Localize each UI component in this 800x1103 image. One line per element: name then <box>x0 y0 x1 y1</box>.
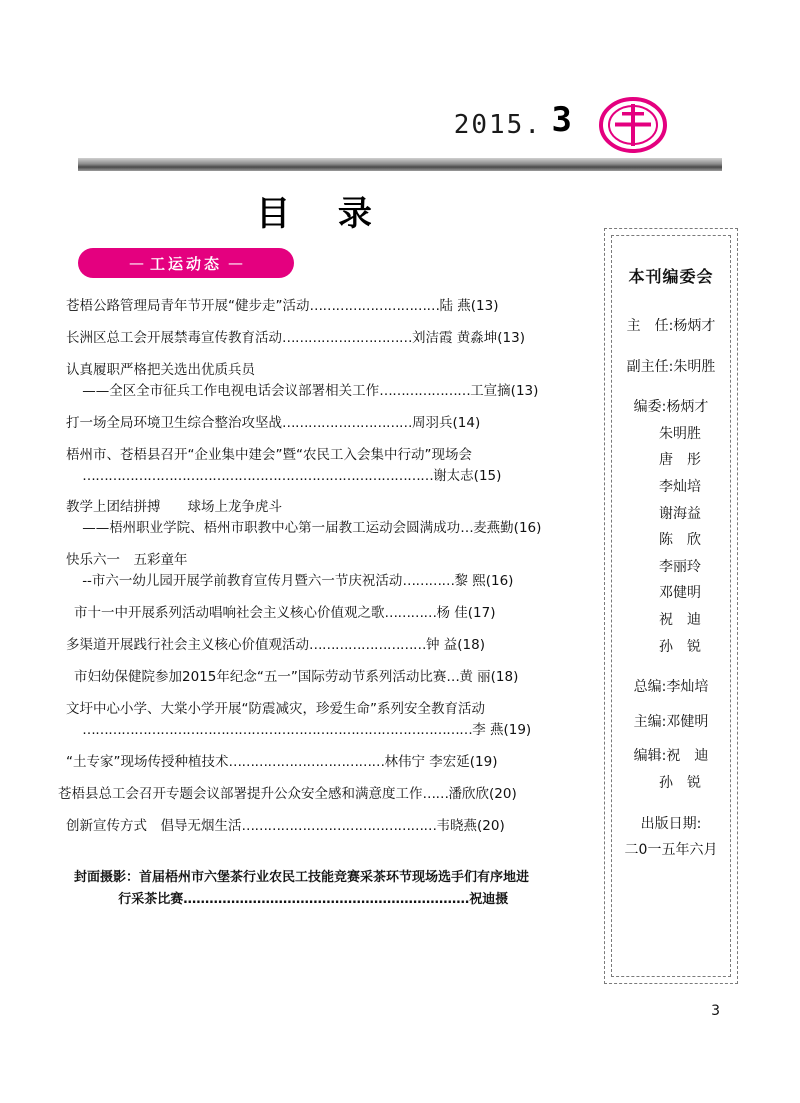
cover-note-line1: 封面摄影：首届梧州市六堡茶行业农民工技能竞赛采茶环节现场选手们有序地进 <box>74 869 530 885</box>
issue-header <box>0 96 800 154</box>
entry-author: 麦燕勤(16) <box>473 520 542 537</box>
entry-continuation <box>66 466 588 487</box>
entry-subtitle: ——全区全市征兵工作电视电话会议部署相关工作 <box>82 382 380 399</box>
entry-title: 认真履职严格把关选出优质兵员 <box>66 361 255 378</box>
entry-author: 工宣摘(13) <box>470 382 539 399</box>
toc-entry[interactable] <box>66 752 588 773</box>
publication-date-label: 出版日期: <box>640 815 702 832</box>
member-name: 杨炳才 <box>666 399 709 416</box>
director-row <box>618 313 724 340</box>
entry-dots: … <box>460 520 474 537</box>
editorial-board-title: 本刊编委会 <box>628 267 714 286</box>
entry-title: “土专家”现场传授种植技术 <box>66 753 229 770</box>
member-name: 孙 锐 <box>659 638 701 655</box>
editorial-board-inner <box>611 235 731 977</box>
toc-entry[interactable] <box>66 550 588 592</box>
issue-year: 2015. <box>453 110 542 140</box>
page-title: 目 录 <box>256 194 390 234</box>
entry-subtitle-line <box>66 518 588 539</box>
entry-author: 李 燕(19) <box>472 721 532 738</box>
entry-dots: ………… <box>384 605 437 622</box>
entry-author: 黄 丽(18) <box>459 668 519 685</box>
page-number: 3 <box>711 1003 720 1019</box>
toc-entry[interactable] <box>66 497 588 539</box>
entry-author: 周羽兵(14) <box>412 414 481 431</box>
chief-editor-label: 总编: <box>633 679 667 696</box>
entry-title: 文圩中心小学、大棠小学开展“防震减灾，珍爱生命”系列安全教育活动 <box>66 700 485 717</box>
entry-dots: …… <box>422 785 449 802</box>
editor-in-charge-name: 邓健明 <box>666 713 709 730</box>
header-divider <box>78 158 722 171</box>
member-row <box>618 501 724 528</box>
entry-dots: ………………………… <box>282 329 412 346</box>
toc-entry[interactable] <box>66 816 588 837</box>
director-label: 主 任: <box>626 318 674 334</box>
entry-author: 钟 益(18) <box>426 637 486 654</box>
member-row <box>618 447 724 474</box>
member-row <box>618 554 724 581</box>
member-name: 邓健明 <box>659 585 701 602</box>
entry-author: 杨 佳(17) <box>436 605 496 622</box>
member-name: 李丽玲 <box>659 558 701 575</box>
entry-title: 苍梧公路管理局青年节开展“健步走”活动 <box>66 298 310 314</box>
badge-dash-right: — <box>228 254 243 272</box>
entry-title: 创新宣传方式 倡导无烟生活 <box>66 817 242 834</box>
entry-title: 打一场全局环境卫生综合整治攻坚战 <box>66 414 282 431</box>
deputy-director-row <box>618 354 724 381</box>
editors-row <box>618 743 724 770</box>
toc-entry[interactable] <box>58 784 588 805</box>
member-name: 李灿培 <box>659 478 701 495</box>
entry-subtitle: ——梧州职业学院、梧州市职教中心第一届教工运动会圆满成功 <box>82 520 461 537</box>
chief-editor-row <box>618 674 724 701</box>
entry-dots: ……………………………………………………………………………… <box>82 721 473 738</box>
member-row <box>618 634 724 661</box>
entry-author: 刘洁霞 黄淼坤(13) <box>412 329 526 346</box>
table-of-contents <box>58 248 588 911</box>
entry-author: 陆 燕(13) <box>439 298 499 314</box>
member-name: 祝 迪 <box>659 611 701 628</box>
toc-entry[interactable] <box>74 667 588 688</box>
toc-entry[interactable] <box>66 635 588 656</box>
union-emblem-icon <box>596 96 670 154</box>
chief-editor-name: 李灿培 <box>666 679 709 696</box>
issue-month: 3 <box>551 100 572 140</box>
entry-title: 苍梧县总工会召开专题会议部署提升公众安全感和满意度工作 <box>58 785 423 802</box>
entry-subtitle-line <box>66 571 588 592</box>
entry-dots: ……………………………………………………………………… <box>82 467 434 484</box>
toc-entry[interactable] <box>66 413 588 434</box>
entry-subtitle: --市六一幼儿园开展学前教育宣传月暨六一节庆祝活动 <box>82 573 403 590</box>
member-row <box>618 580 724 607</box>
cover-note-line2: 行采茶比赛…………………………………………………………祝迪摄 <box>118 891 509 907</box>
entry-dots: … <box>446 668 460 685</box>
entry-dots: ………………… <box>379 382 471 399</box>
director-name: 杨炳才 <box>673 318 716 334</box>
entry-title: 市妇幼保健院参加2015年纪念“五一”国际劳动节系列活动比赛 <box>74 668 447 685</box>
members-row <box>618 394 724 421</box>
cover-photo-note <box>74 867 574 911</box>
member-row <box>618 607 724 634</box>
entry-author: 黎 熙(16) <box>454 573 514 590</box>
entry-title: 多渠道开展践行社会主义核心价值观活动 <box>66 637 309 654</box>
deputy-director-name: 朱明胜 <box>673 358 716 375</box>
entry-dots: ………………………… <box>309 298 440 314</box>
member-name: 谢海益 <box>659 505 701 522</box>
editorial-board-panel <box>604 228 738 984</box>
member-name: 唐 彤 <box>659 452 701 469</box>
publication-date-value: 二0一五年六月 <box>624 842 718 859</box>
entry-author: 潘欣欣(20) <box>448 785 517 802</box>
entry-author: 韦晓燕(20) <box>436 817 505 834</box>
entry-dots: ………… <box>402 573 455 590</box>
editor-in-charge-label: 主编: <box>633 713 667 730</box>
member-row <box>618 421 724 448</box>
entry-title: 梧州市、苍梧县召开“企业集中建会”暨“农民工入会集中行动”现场会 <box>66 446 472 463</box>
section-badge-labor-news <box>78 248 294 278</box>
editor-row <box>618 770 724 797</box>
deputy-director-label: 副主任: <box>626 358 674 375</box>
editors-label: 编辑: <box>633 748 667 765</box>
entry-dots: ……………………… <box>309 637 426 654</box>
toc-entry[interactable] <box>66 699 588 741</box>
member-row <box>618 527 724 554</box>
toc-entry[interactable] <box>66 328 588 349</box>
entry-dots: ………………………… <box>282 414 412 431</box>
entry-dots: ……………………………… <box>228 753 385 770</box>
member-name: 陈 欣 <box>659 532 701 549</box>
members-label: 编委: <box>633 399 667 416</box>
toc-entry[interactable] <box>74 603 588 624</box>
entry-subtitle-line <box>66 381 588 402</box>
badge-label: 工运动态 <box>149 254 222 273</box>
editor-in-charge-row <box>618 709 724 736</box>
toc-entry[interactable] <box>66 296 588 317</box>
badge-dash-left: — <box>128 254 144 272</box>
editor-name: 孙 锐 <box>659 774 701 791</box>
entry-author: 林伟宁 李宏延(19) <box>384 753 498 770</box>
entry-title: 长洲区总工会开展禁毒宣传教育活动 <box>66 329 282 346</box>
entry-title: 市十一中开展系列活动唱响社会主义核心价值观之歌 <box>74 605 385 622</box>
editor-name: 祝 迪 <box>666 748 709 765</box>
entry-dots: ……………………………………… <box>241 817 437 834</box>
entry-title: 教学上团结拼搏 球场上龙争虎斗 <box>66 499 282 516</box>
entry-title: 快乐六一 五彩童年 <box>66 552 188 569</box>
toc-entry[interactable] <box>66 360 588 402</box>
entry-author: 谢太志(15) <box>433 467 502 484</box>
member-row <box>618 474 724 501</box>
entry-continuation <box>66 720 588 741</box>
member-name: 朱明胜 <box>659 425 701 442</box>
toc-entry[interactable] <box>66 445 588 487</box>
